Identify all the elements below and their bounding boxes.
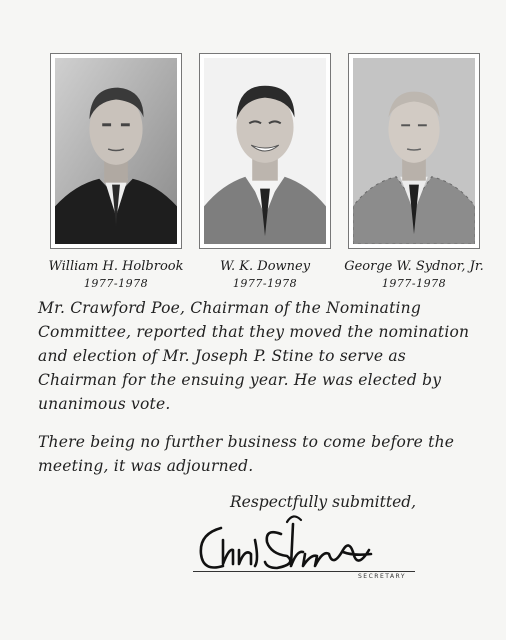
- portrait-years: 1977-1978: [381, 277, 447, 290]
- portrait-image-holbrook: [55, 58, 177, 244]
- portrait-name: George W. Sydnor, Jr.: [344, 259, 484, 274]
- portrait-photo-sydnor: [348, 53, 480, 249]
- signature-label: SECRETARY: [358, 573, 407, 580]
- portrait-name: W. K. Downey: [219, 259, 311, 274]
- portrait-caption-holbrook: [31, 258, 201, 292]
- portrait-caption-sydnor: [329, 258, 499, 292]
- portrait-image-downey: [204, 58, 326, 244]
- portrait-years: 1977-1978: [83, 277, 149, 290]
- signature-line: [193, 571, 415, 572]
- portrait-caption-downey: [180, 258, 350, 292]
- closing-text: Respectfully submitted,: [230, 493, 417, 511]
- portrait-years: 1977-1978: [232, 277, 298, 290]
- portrait-photo-holbrook: [50, 53, 182, 249]
- portrait-photo-downey: [199, 53, 331, 249]
- portrait-name: William H. Holbrook: [48, 259, 184, 274]
- minutes-paragraph-nomination: Mr. Crawford Poe, Chairman of the Nominating Committee, reported that they moved the nomination and election of Mr. Joseph P. Stine to serve as Chairman for the ensuing year. He was elected by unanimous vote.: [38, 299, 470, 413]
- portrait-image-sydnor: [353, 58, 475, 244]
- minutes-paragraph-adjournment: There being no further business to come before the meeting, it was adjourned.: [38, 433, 455, 475]
